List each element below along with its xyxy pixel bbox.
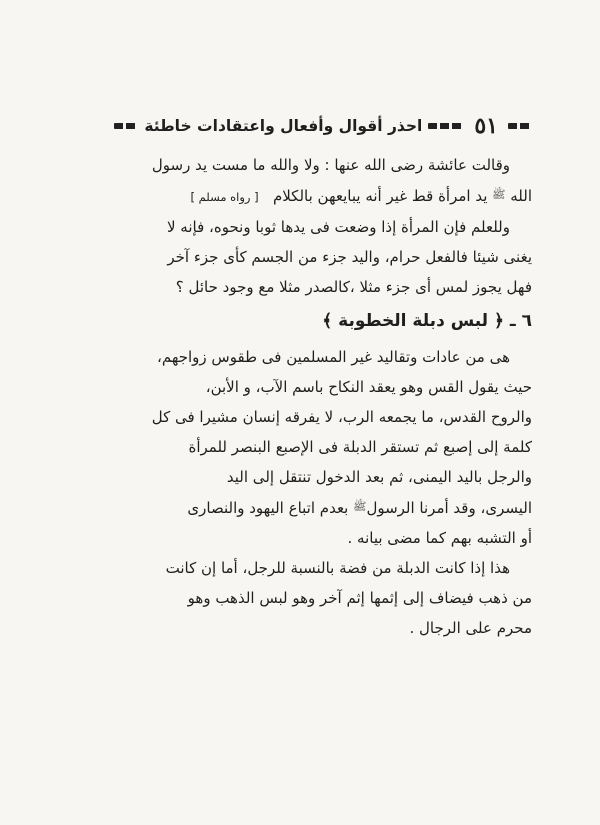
- running-header: [92, 106, 532, 146]
- paragraph-2-line-1: وللعلم فإن المرأة إذا وضعت فى يدها ثوبا ونحوه، فإنه لا: [166, 218, 510, 236]
- paragraph-1-line-1: وقالت عائشة رضى الله عنها : ولا والله ما مست يد رسول: [151, 156, 510, 174]
- header-dash-middle: [428, 123, 464, 129]
- paragraph-3-line-5: والرجل باليد اليمنى، ثم بعد الدخول تنتقل إلى اليد: [226, 468, 532, 486]
- salawat-mark: ﷺ: [492, 188, 506, 201]
- paragraph-3-line-3: والروح القدس، ما يجمعه الرب، لا يفرقه إنسان مشيرا فى كل: [151, 408, 532, 426]
- section-title: لبس دبلة الخطوبة: [338, 311, 489, 331]
- paragraph-2-line-3: فهل يجوز لمس أى جزء مثلا ،كالصدر مثلا مع وجود حائل ؟: [175, 278, 532, 296]
- header-dash-right: [508, 123, 532, 129]
- section-heading: [94, 304, 532, 338]
- header-dash-left: [114, 123, 138, 129]
- section-open-bracket: ﴿: [493, 311, 504, 331]
- paragraph-3-line-1: هى من عادات وتقاليد غير المسلمين فى طقوس زواجهم،: [157, 348, 510, 366]
- paragraph-4-line-2: من ذهب فيضاف إلى إثمها إثم آخر وهو لبس الذهب وهو: [187, 589, 532, 607]
- paragraph-3-line-6: [94, 492, 532, 523]
- running-title: احذر أقوال وأفعال واعتقادات خاطئة: [144, 117, 423, 135]
- paragraph-4-line-1: هذا إذا كانت الدبلة من فضة بالنسبة للرجل، أما إن كانت: [165, 559, 510, 577]
- paragraph-2-line-2: يغنى شيئا فالفعل حرام، واليد جزء من الجسم كأى جزء آخر: [167, 248, 532, 266]
- paragraph-1-line-2-a: الله: [510, 187, 532, 205]
- section-close-bracket: ﴾: [322, 311, 333, 331]
- salawat-mark-2: ﷺ: [353, 500, 367, 513]
- paragraph-1-line-2-b: يد امرأة قط غير أنه يبايعهن بالكلام: [272, 187, 488, 205]
- page-number: ٥١: [474, 113, 498, 139]
- section-number: ٦ ـ: [509, 311, 532, 331]
- paragraph-3-line-4: كلمة إلى إصبع ثم تستقر الدبلة فى الإصبع البنصر للمرأة: [188, 438, 532, 456]
- hadith-source: [ رواه مسلم ]: [190, 190, 259, 204]
- body-text: [94, 150, 532, 643]
- paragraph-4-line-3: محرم على الرجال .: [409, 619, 532, 637]
- paragraph-3-line-6-a: اليسرى، وقد أمرنا الرسول: [366, 499, 532, 517]
- paragraph-3-line-7: أو التشبه بهم كما مضى بيانه .: [347, 529, 532, 547]
- paragraph-3-line-2: حيث يقول القس وهو يعقد النكاح باسم الآب، و الأبن،: [205, 378, 532, 396]
- paragraph-1-line-2: [94, 180, 532, 212]
- paragraph-3-line-6-b: بعدم اتباع اليهود والنصارى: [187, 499, 349, 517]
